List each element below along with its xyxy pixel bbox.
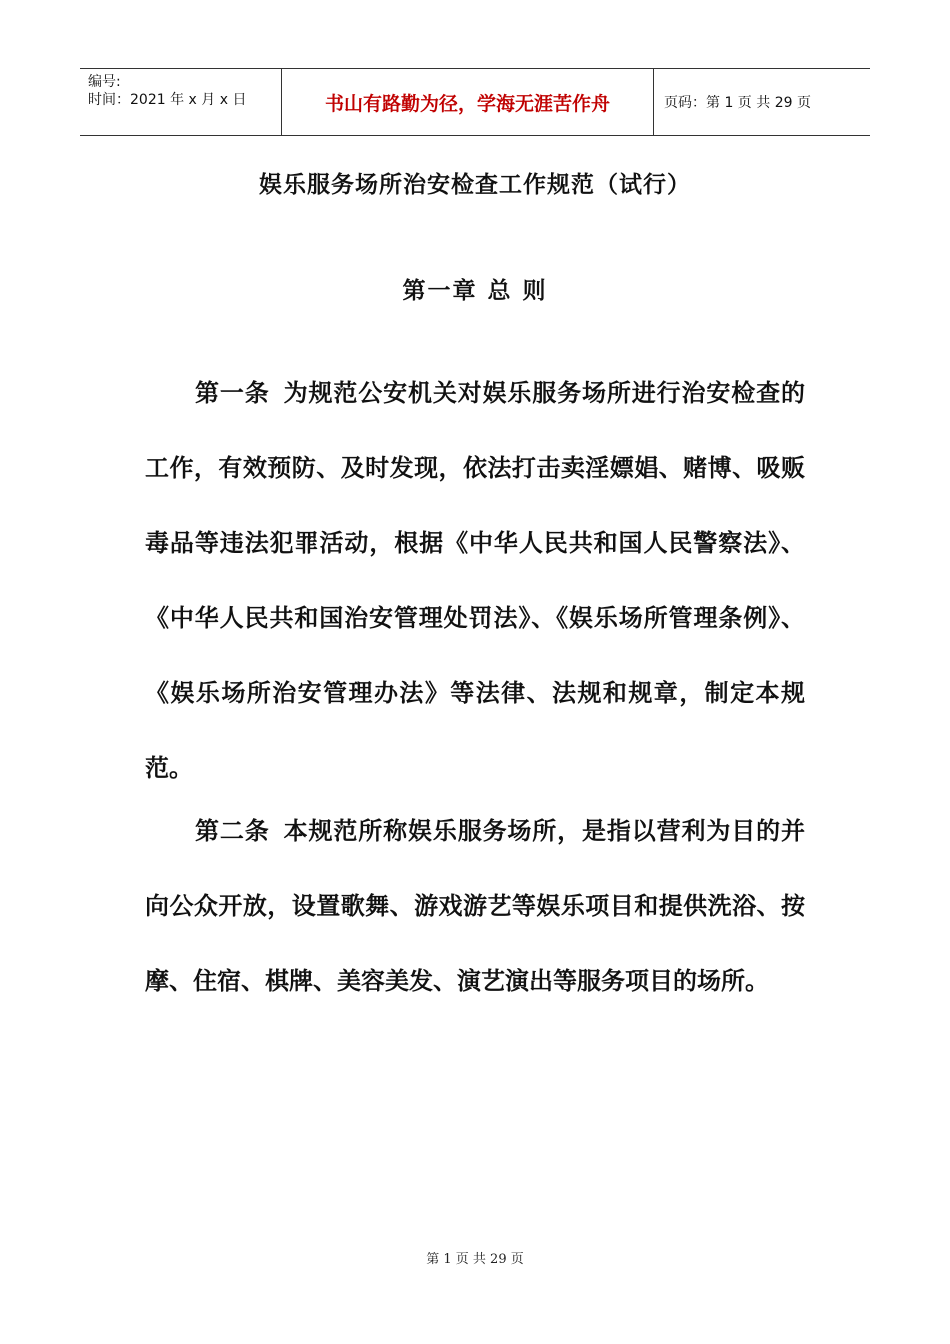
- time-label: 时间：2021 年 x 月 x 日: [88, 92, 247, 108]
- article-2: [145, 793, 805, 1018]
- article-2-label: 第二条: [195, 816, 270, 845]
- document-header: [80, 68, 870, 136]
- header-page-info: 页码：第 1 页 共 29 页: [664, 95, 811, 111]
- header-meta: [80, 69, 281, 135]
- article-1-label: 第一条: [195, 378, 270, 407]
- number-label: 编号:: [88, 74, 121, 90]
- article-1: [145, 355, 805, 805]
- article-2-text: 本规范所称娱乐服务场所，是指以营利为目的并向公众开放，设置歌舞、游戏游艺等娱乐项目和提供洗浴、按摩、住宿、棋牌、美容美发、演艺演出等服务项目的场所。: [145, 816, 805, 995]
- document-title: 娱乐服务场所治安检查工作规范（试行）: [259, 171, 691, 198]
- header-motto: 书山有路勤为径，学海无涯苦作舟: [281, 69, 654, 135]
- article-1-text: 为规范公安机关对娱乐服务场所进行治安检查的工作，有效预防、及时发现，依法打击卖淫嫖娼、赌博、吸贩毒品等违法犯罪活动，根据《中华人民共和国人民警察法》、《中华人民共和国治安管理处罚法》、《娱乐场所管理条例》、《娱乐场所治安管理办法》等法律、法规和规章，制定本规范。: [145, 378, 805, 782]
- page-footer: 第 1 页 共 29 页: [426, 1252, 524, 1267]
- chapter-heading: 第一章 总 则: [402, 277, 548, 304]
